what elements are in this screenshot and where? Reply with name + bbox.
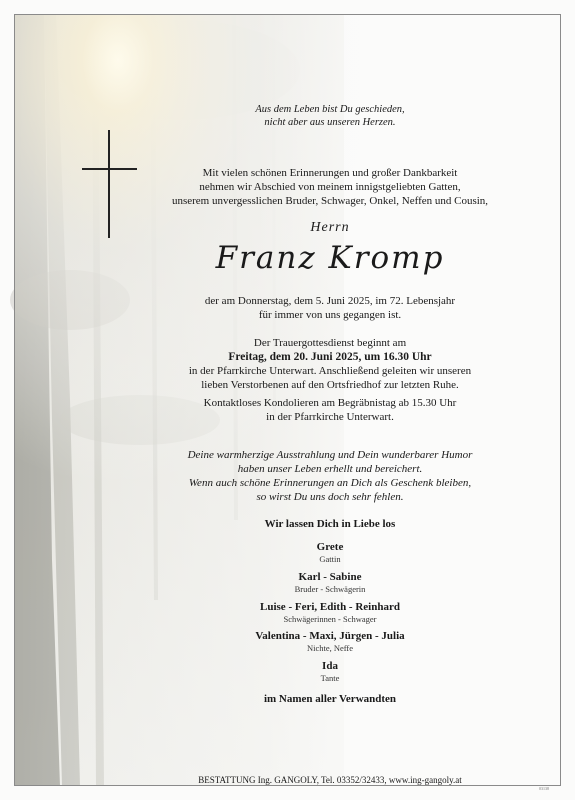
mourner-name: Grete bbox=[316, 541, 344, 553]
mourner-name: Ida bbox=[322, 660, 338, 672]
mourner-relation: Nichte, Neffe bbox=[306, 643, 354, 653]
intro-text bbox=[130, 166, 530, 208]
service-line: lieben Verstorbenen auf den Ortsfriedhof zur letzten Ruhe. bbox=[201, 379, 459, 391]
death-notice bbox=[150, 294, 510, 322]
service-line: Der Trauergottesdienst beginnt am bbox=[253, 337, 407, 349]
poem-line: haben unser Leben erhellt und bereichert. bbox=[237, 463, 423, 475]
mourner-name: Karl - Sabine bbox=[298, 571, 362, 583]
poem-line: Deine warmherzige Ausstrahlung und Dein wunderbarer Humor bbox=[187, 449, 473, 461]
service-line: in der Pfarrkirche Unterwart. Anschließend geleiten wir unseren bbox=[188, 365, 472, 377]
poem-line: Wenn auch schöne Erinnerungen an Dich als Geschenk bleiben, bbox=[188, 477, 472, 489]
deceased-name: Franz Kromp bbox=[215, 240, 445, 276]
mourner-name: Luise - Feri, Edith - Reinhard bbox=[260, 601, 400, 613]
mourners-heading: Wir lassen Dich in Liebe los bbox=[264, 518, 396, 530]
mourner-name: Valentina - Maxi, Jürgen - Julia bbox=[255, 630, 405, 642]
poem-line: nicht aber aus unseren Herzen. bbox=[264, 117, 396, 128]
funeral-home-footer: BESTATTUNG Ing. GANGOLY, Tel. 03352/32433, www.ing-gangoly.at bbox=[198, 775, 462, 785]
condolence-line: Kontaktloses Kondolieren am Begräbnistag ab 15.30 Uhr bbox=[203, 397, 457, 409]
poem-line: so wirst Du uns doch sehr fehlen. bbox=[256, 491, 404, 503]
closing-line: im Namen aller Verwandten bbox=[263, 693, 397, 705]
intro-line: unserem unvergesslichen Bruder, Schwager, Onkel, Neffen und Cousin, bbox=[171, 195, 489, 207]
mourner-relation: Tante bbox=[320, 673, 340, 683]
print-code: 03138 bbox=[539, 786, 549, 791]
condolence-info bbox=[150, 396, 510, 424]
mourner-relation: Bruder - Schwägerin bbox=[294, 584, 366, 594]
poem-line: Aus dem Leben bist Du geschieden, bbox=[255, 104, 405, 115]
mourner-luise-feri bbox=[150, 601, 510, 624]
intro-line: nehmen wir Abschied von meinem innigstgeliebten Gatten, bbox=[199, 181, 461, 193]
closing-poem bbox=[140, 448, 520, 504]
mourner-ida bbox=[150, 660, 510, 683]
opening-poem bbox=[150, 103, 510, 129]
condolence-line: in der Pfarrkirche Unterwart. bbox=[266, 411, 394, 423]
mourner-valentina-maxi bbox=[150, 630, 510, 653]
service-info bbox=[140, 336, 520, 392]
death-notice-line: für immer von uns gegangen ist. bbox=[258, 309, 402, 321]
death-notice-line: der am Donnerstag, dem 5. Juni 2025, im 72. Lebensjahr bbox=[204, 295, 456, 307]
mourner-relation: Schwägerinnen - Schwager bbox=[283, 614, 377, 624]
intro-line: Mit vielen schönen Erinnerungen und großer Dankbarkeit bbox=[202, 167, 458, 179]
salutation: Herrn bbox=[310, 220, 350, 235]
mourner-karl-sabine bbox=[150, 571, 510, 594]
mourner-grete bbox=[150, 541, 510, 564]
service-date: Freitag, dem 20. Juni 2025, um 16.30 Uhr bbox=[228, 351, 432, 363]
mourner-relation: Gattin bbox=[319, 554, 341, 564]
